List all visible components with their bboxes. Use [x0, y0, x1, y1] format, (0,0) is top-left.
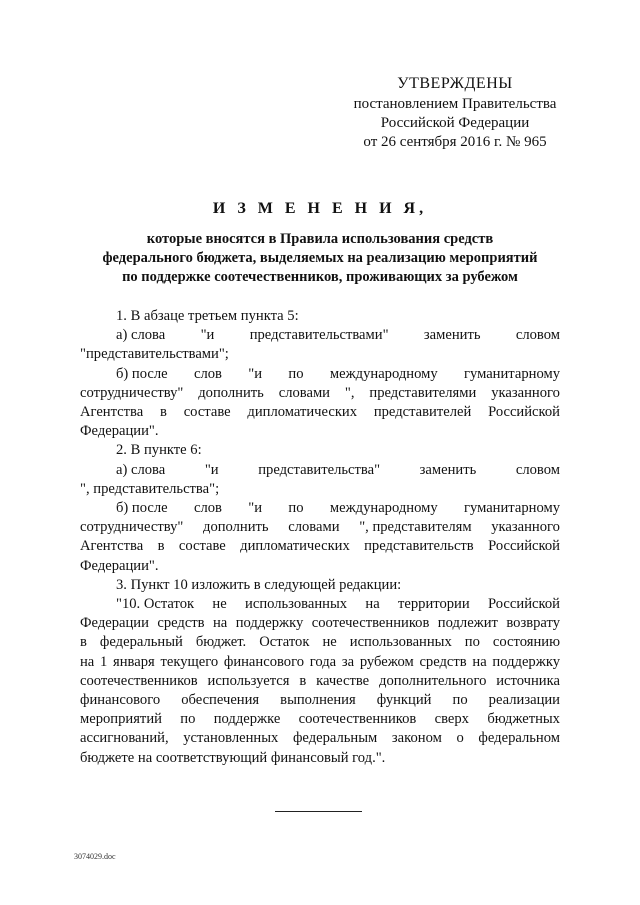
body-word: по: [452, 692, 468, 709]
body-word: федеральный: [99, 634, 183, 651]
body-word: подлежит: [437, 615, 498, 632]
body-word: "10. Остаток: [116, 596, 195, 613]
body-word: б) после: [116, 365, 168, 382]
body-word: "и: [248, 500, 263, 517]
body-word: дополнительного: [379, 672, 487, 689]
body-line: 1. В абзаце третьем пункта 5:: [116, 308, 299, 324]
body-line: [80, 614, 560, 633]
body-word: ",: [344, 384, 355, 401]
body-word: 1: [100, 653, 108, 670]
body-line: ", представительства";: [80, 480, 220, 497]
body-word: по: [464, 634, 480, 651]
body-word: представительств: [364, 538, 474, 555]
body-word: заменить: [423, 327, 481, 344]
body-word: поддержке: [213, 711, 281, 728]
body-word: заменить: [419, 461, 477, 478]
body-line: 3. Пункт 10 изложить в следующей редакции:: [116, 576, 402, 593]
body-word: сверх: [434, 711, 469, 728]
approval-block: [330, 74, 580, 152]
body-word: по: [288, 365, 304, 382]
body-word: на: [472, 653, 487, 670]
body-word: международному: [329, 365, 438, 382]
body-word: словом: [515, 327, 560, 344]
body-word: реализации: [488, 692, 560, 709]
body-word: в: [80, 634, 87, 651]
body-word: финансового: [223, 653, 305, 670]
heading-title: И З М Е Н Е Н И Я,: [212, 200, 428, 217]
heading-subtitle-line: по поддержке соотечественников, проживающих за рубежом: [122, 269, 518, 285]
body-word: составе: [183, 404, 231, 421]
approval-line: от 26 сентября 2016 г. № 965: [363, 134, 547, 150]
body-word: использованных: [245, 596, 348, 613]
body-word: бюджетных: [487, 711, 560, 728]
body-word: не: [212, 596, 227, 613]
body-word: словами: [278, 384, 330, 401]
footer-filename: 3074029.doc: [74, 852, 116, 861]
body-word: рубежом: [359, 653, 414, 670]
body-line: [80, 729, 560, 748]
body-word: законом: [391, 730, 442, 747]
body-word: представителями: [369, 384, 477, 401]
separator-rule: [275, 811, 362, 812]
body-word: гуманитарному: [463, 500, 560, 517]
body-word: мероприятий: [80, 711, 162, 728]
body-line: "представительствами";: [80, 346, 229, 363]
body-word: установленных: [183, 730, 279, 747]
body-word: дипломатических: [240, 538, 350, 555]
approval-line: постановлением Правительства: [353, 96, 557, 112]
body-word: возврату: [506, 615, 560, 632]
body-word: источника: [496, 672, 560, 689]
body-word: сотрудничеству": [80, 519, 184, 536]
document-heading: [80, 200, 560, 287]
body-line: Федерации".: [80, 423, 159, 440]
body-word: финансового: [80, 692, 161, 709]
body-word: а) слова: [116, 327, 166, 344]
body-word: на: [80, 653, 95, 670]
body-word: "и: [200, 327, 215, 344]
body-word: поддержку: [492, 653, 560, 670]
body-word: на: [213, 615, 228, 632]
body-word: "и: [248, 365, 263, 382]
approval-title: УТВЕРЖДЕНЫ: [397, 75, 513, 92]
body-word: а) слова: [116, 461, 166, 478]
body-word: соотечественников: [311, 615, 430, 632]
body-word: гуманитарному: [463, 365, 560, 382]
body-word: ", представителям: [359, 519, 472, 536]
body-word: поддержку: [235, 615, 304, 632]
body-word: ассигнований,: [80, 730, 169, 747]
body-line: [80, 384, 560, 403]
body-line: [80, 403, 560, 422]
body-word: представительства": [258, 461, 381, 478]
body-word: слов: [194, 500, 222, 517]
body-word: соотечественников: [298, 711, 417, 728]
body-word: территории: [398, 596, 470, 613]
body-line: [80, 537, 560, 556]
body-word: не: [322, 634, 337, 651]
body-word: средств: [157, 615, 205, 632]
body-word: дипломатических: [247, 404, 358, 421]
body-word: Российской: [488, 538, 560, 555]
document-body: [80, 307, 560, 768]
body-word: Российской: [488, 596, 560, 613]
body-line: [80, 691, 560, 710]
body-word: представительствами": [249, 327, 389, 344]
body-word: соотечественников: [80, 672, 198, 689]
body-line: [80, 595, 560, 614]
body-word: качестве: [316, 672, 370, 689]
body-word: в: [160, 404, 167, 421]
body-word: по: [180, 711, 196, 728]
body-word: бюджет.: [195, 634, 247, 651]
body-word: словом: [515, 461, 560, 478]
body-word: указанного: [491, 519, 560, 536]
body-line: [80, 499, 560, 518]
body-line: Федерации".: [80, 557, 159, 574]
body-word: используется: [207, 672, 290, 689]
body-word: на: [365, 596, 380, 613]
body-word: дополнить: [203, 519, 269, 536]
body-word: января: [113, 653, 155, 670]
body-word: федеральном: [478, 730, 560, 747]
body-word: текущего: [160, 653, 219, 670]
body-word: дополнить: [198, 384, 264, 401]
approval-line: Российской Федерации: [380, 115, 530, 131]
body-word: сотрудничеству": [80, 384, 184, 401]
heading-subtitle-line: которые вносятся в Правила использования средств: [146, 231, 494, 247]
body-word: представителей: [373, 404, 472, 421]
body-word: обеспечения: [181, 692, 260, 709]
body-word: федеральным: [292, 730, 378, 747]
body-word: в: [299, 672, 307, 689]
body-word: Агентства: [80, 538, 144, 555]
body-line: 2. В пункте 6:: [116, 442, 202, 459]
body-line: [80, 633, 560, 652]
body-word: использованных: [349, 634, 452, 651]
body-word: состоянию: [492, 634, 560, 651]
body-word: "и: [204, 461, 219, 478]
body-line: [80, 518, 560, 537]
body-line: [80, 710, 560, 729]
body-word: средств: [419, 653, 467, 670]
body-line: [80, 365, 560, 384]
body-line: [80, 672, 560, 691]
body-word: б) после: [116, 500, 168, 517]
body-word: Остаток: [259, 634, 310, 651]
body-word: функций: [376, 692, 432, 709]
body-word: Федерации: [80, 615, 149, 632]
body-line: бюджете на соответствующий финансовый год.".: [80, 749, 386, 766]
heading-subtitle-line: федерального бюджета, выделяемых на реализацию мероприятий: [102, 250, 538, 266]
body-line: [80, 326, 560, 345]
body-word: Агентства: [80, 404, 144, 421]
body-line: [80, 653, 560, 672]
body-word: международному: [329, 500, 438, 517]
body-word: за: [341, 653, 355, 670]
body-word: указанного: [491, 384, 560, 401]
body-word: составе: [178, 538, 226, 555]
body-word: слов: [194, 365, 222, 382]
body-word: о: [456, 730, 464, 747]
body-word: по: [288, 500, 304, 517]
body-line: [80, 461, 560, 480]
body-word: Российской: [488, 404, 560, 421]
body-word: словами: [288, 519, 340, 536]
body-word: года: [309, 653, 337, 670]
body-word: в: [157, 538, 165, 555]
body-word: выполнения: [280, 692, 356, 709]
